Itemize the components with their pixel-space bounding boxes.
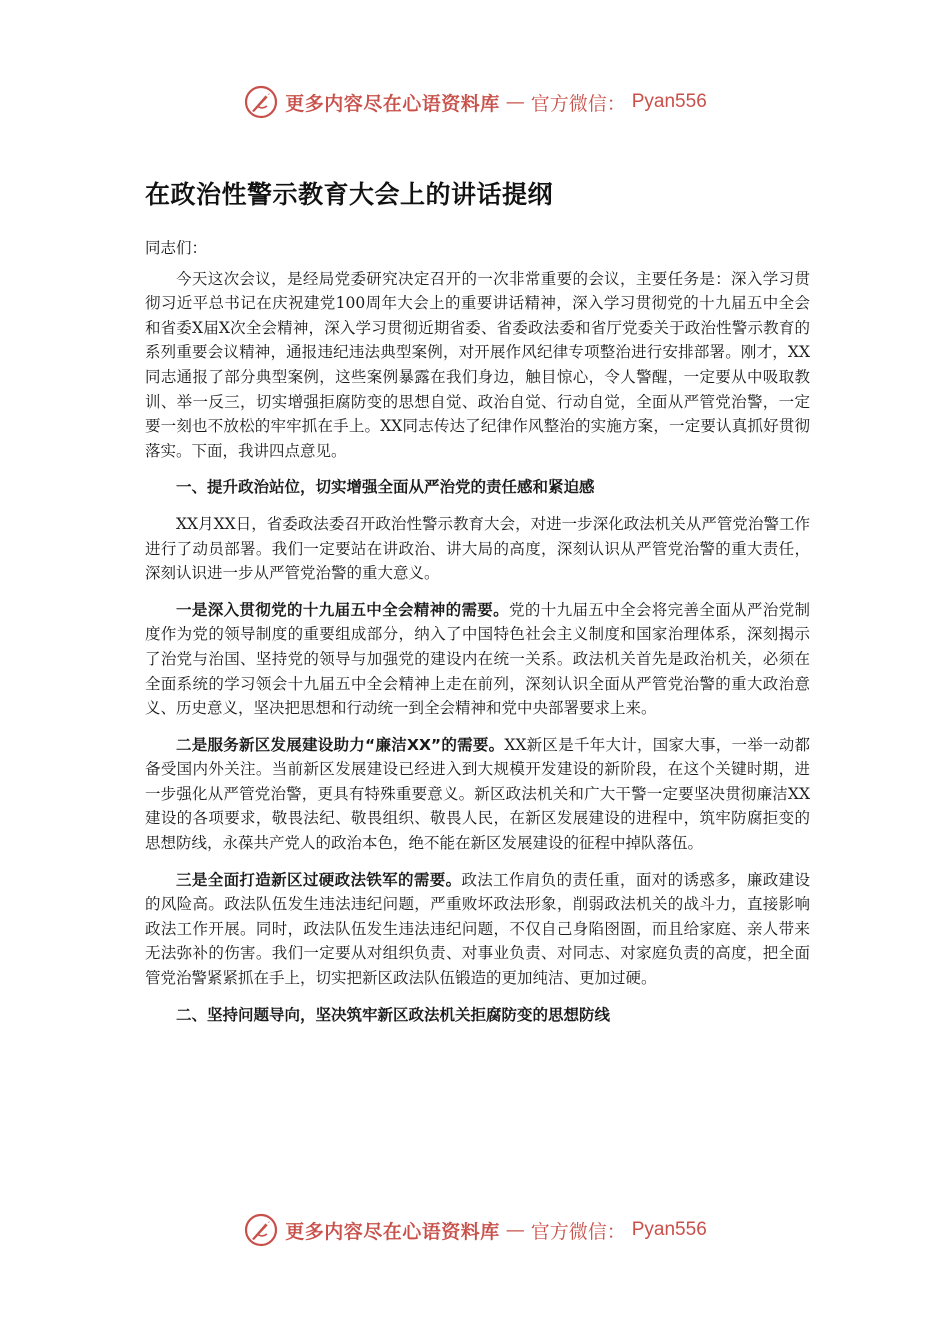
point-text-2: XX新区是千年大计，国家大事，一举一动都备受国内外关注。当前新区发展建设已经进入到大规模开发建设的新阶段，在这个关键时期，进一步强化从严管党治警，更具有特殊重要意义。新区政法机关和广大干警一定要坚决贯彻廉洁XX建设的各项要求，敬畏法纪、敬畏组织、敬畏人民，在新区发展建设的进程中，筑牢防腐拒变的思想防线，永葆共产党人的政治本色，绝不能在新区发展建设的征程中掉队落伍。 [145,735,810,853]
watermark-footer [0,1210,950,1250]
intro-paragraph: 今天这次会议，是经局党委研究决定召开的一次非常重要的会议，主要任务是：深入学习贯彻习近平总书记在庆祝建党100周年大会上的重要讲话精神，深入学习贯彻党的十九届五中全会和省委X届X次全会精神，深入学习贯彻近期省委、省委政法委和省厅党委关于政治性警示教育的系列重要会议精神，通报违纪违法典型案例，对开展作风纪律专项整治进行安排部署。刚才，XX同志通报了部分典型案例，这些案例暴露在我们身边，触目惊心，令人警醒，一定要从中吸取教训、举一反三，切实增强拒腐防变的思想自觉、政治自觉、行动自觉，全面从严管党治警，一定要一刻也不放松的牢牢抓在手上。XX同志传达了纪律作风整治的实施方案，一定要认真抓好贯彻落实。下面，我讲四点意见。 [145,269,810,460]
pen-nib-icon [243,84,279,120]
watermark-header [0,82,950,122]
watermark-sub-text: 官方微信： [530,1220,626,1243]
watermark-id: Pyan556 [631,91,707,112]
salutation: 同志们： [145,239,208,257]
watermark-main-text: 更多内容尽在心语资料库 [285,1220,500,1243]
section-heading-1: 一、提升政治站位，切实增强全面从严治党的责任感和紧迫感 [176,478,595,497]
point-lead-1: 一是深入贯彻党的十九届五中全会精神的需要。 [176,600,510,619]
watermark-main-text: 更多内容尽在心语资料库 [285,92,500,115]
page-title: 在政治性警示教育大会上的讲话提纲 [145,180,554,209]
point-paragraph-2 [145,733,810,856]
document-body [145,175,810,1039]
section1-paragraph: XX月XX日，省委政法委召开政治性警示教育大会，对进一步深化政法机关从严管党治警工作进行了动员部署。我们一定要站在讲政治、讲大局的高度，深刻认识从严管党治警的重大责任，深刻认识进一步从严管党治警的重大意义。 [145,514,810,583]
point-lead-3: 三是全面打造新区过硬政法铁军的需要。 [176,870,462,889]
point-text-3: 政法工作肩负的责任重，面对的诱惑多，廉政建设的风险高。政法队伍发生违法违纪问题，严重败坏政法形象，削弱政法机关的战斗力，直接影响政法工作开展。同时，政法队伍发生违法违纪问题，不仅自己身陷囹圄，而且给家庭、亲人带来无法弥补的伤害。我们一定要从对组织负责、对事业负责、对同志、对家庭负责的高度，把全面管党治警紧紧抓在手上，切实把新区政法队伍锻造的更加纯洁、更加过硬。 [145,870,810,988]
point-paragraph-3 [145,868,810,991]
watermark-dash: — [505,1219,525,1241]
point-text-1: 党的十九届五中全会将完善全面从严治党制度作为党的领导制度的重要组成部分，纳入了中国特色社会主义制度和国家治理体系，深刻揭示了治党与治国、坚持党的领导与加强党的建设内在统一关系。政法机关首先是政治机关，必须在全面系统的学习领会十九届五中全会精神上走在前列，深刻认识全面从严管党治警的重大政治意义、历史意义，坚决把思想和行动统一到全会精神和党中央部署要求上来。 [145,600,810,718]
section-heading-2: 二、坚持问题导向，坚决筑牢新区政法机关拒腐防变的思想防线 [176,1005,611,1024]
watermark-id: Pyan556 [631,1219,707,1240]
pen-nib-icon [243,1212,279,1248]
watermark-sub-text: 官方微信： [530,92,626,115]
point-lead-2: 二是服务新区发展建设助力“廉洁XX”的需要。 [176,735,505,754]
point-paragraph-1 [145,598,810,721]
watermark-dash: — [505,91,525,113]
